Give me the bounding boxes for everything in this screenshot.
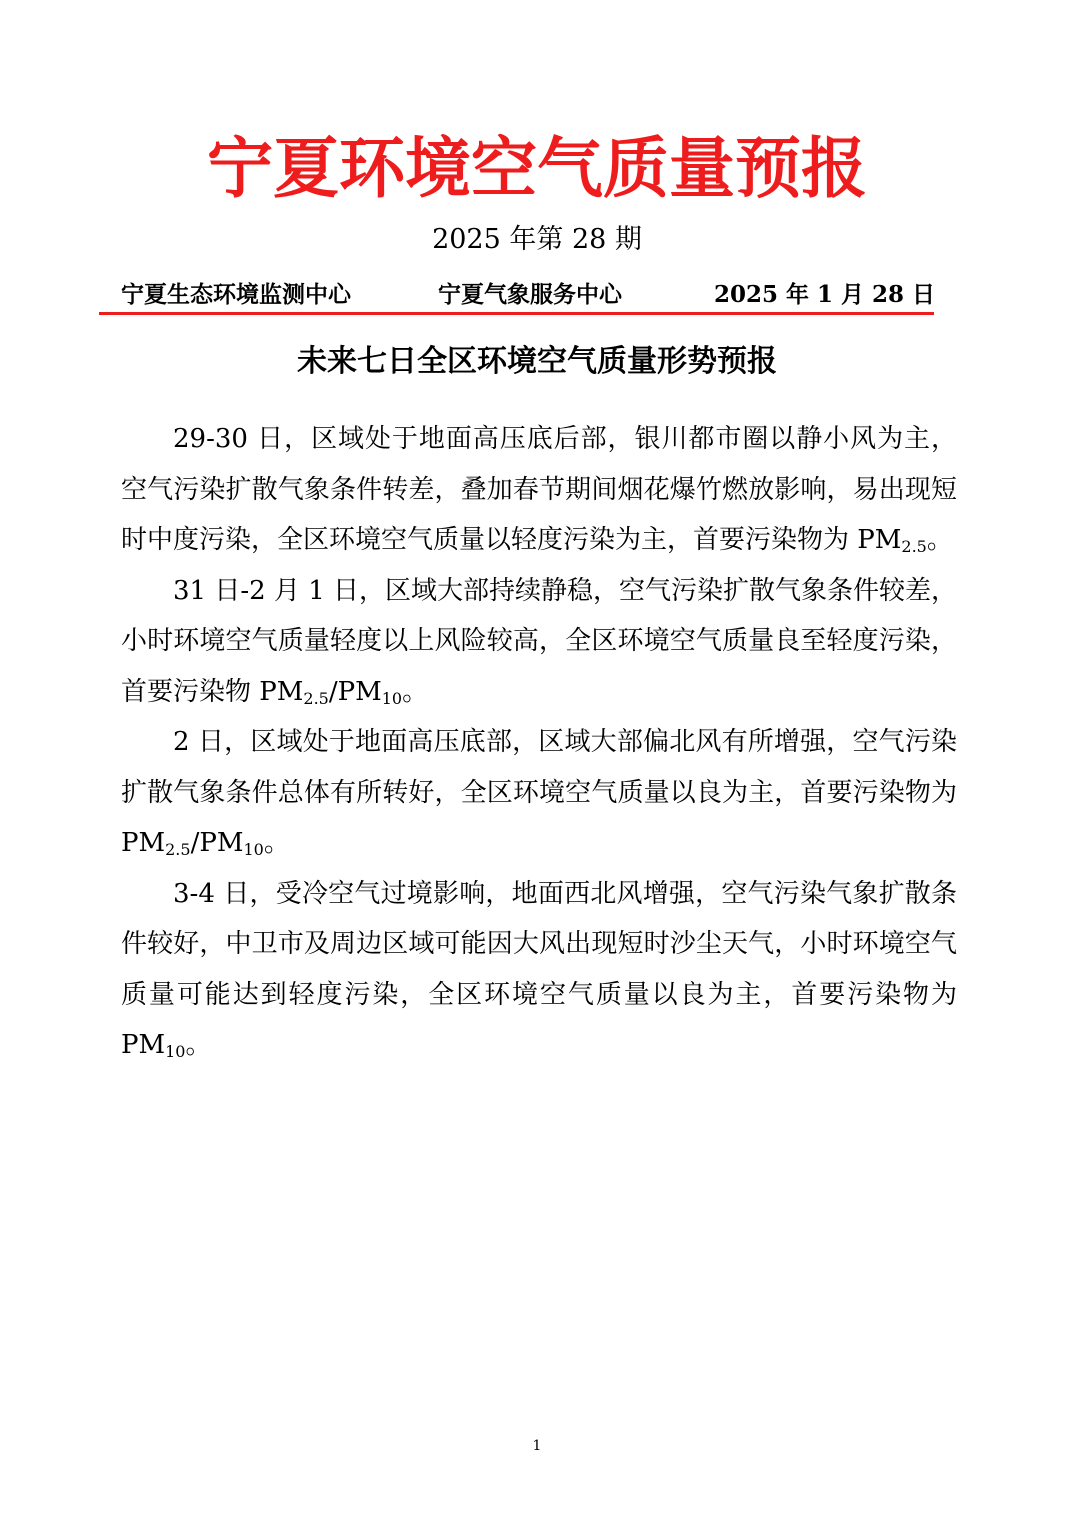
paragraph-text: 31 日-2 月 1 日，区域大部持续静稳，空气污染扩散气象条件较差，小时环境空气质量轻度以上风险较高，全区环境空气质量良至轻度污染，首要污染物 <box>121 575 958 707</box>
page-number: 1 <box>532 1438 542 1454</box>
paragraph-text: 29-30 日，区域处于地面高压底后部，银川都市圈以静小风为主，空气污染扩散气象条件转差，叠加春节期间烟花爆竹燃放影响，易出现短时中度污染，全区环境空气质量以轻度污染为主，首要污染物为 <box>121 424 957 555</box>
forecast-body <box>121 414 957 1071</box>
pollutant-pm10: $PM_{10}$ <box>121 1030 186 1061</box>
pollutant-pm10: $PM_{10}$ <box>199 828 264 859</box>
masthead <box>121 278 935 312</box>
paragraph-text: 2 日，区域处于地面高压底部，区域大部偏北风有所增强，空气污染扩散气象条件总体有所转好，全区环境空气质量以良为主，首要污染物为 <box>121 727 957 808</box>
issue-number: 2025 年第 28 期 <box>432 224 642 255</box>
pollutant-pm25: $PM_{2.5}$ <box>121 828 191 859</box>
paragraph-text: 3-4 日，受冷空气过境影响，地面西北风增强，空气污染气象扩散条件较好，中卫市及周边区域可能因大风出现短时沙尘天气，小时环境空气质量可能达到轻度污染，全区环境空气质量以良为主，首要污染物为 <box>121 878 957 1010</box>
section-heading: 未来七日全区环境空气质量形势预报 <box>297 344 777 379</box>
issuing-org-environment: 宁夏生态环境监测中心 <box>121 281 351 308</box>
red-divider <box>99 312 934 315</box>
forecast-paragraph-31-1: 31 日-2 月 1 日，区域大部持续静稳，空气污染扩散气象条件较差，小时环境空气质量轻度以上风险较高，全区环境空气质量良至轻度污染，首要污染物 $PM_{2.5}/PM_{10}$。 <box>121 575 958 708</box>
page-title: 宁夏环境空气质量预报 <box>207 129 867 207</box>
pollutant-pm25: $PM_{2.5}$ <box>259 676 329 708</box>
forecast-paragraph-29-30: 29-30 日，区域处于地面高压底后部，银川都市圈以静小风为主，空气污染扩散气象条件转差，叠加春节期间烟花爆竹燃放影响，易出现短时中度污染，全区环境空气质量以轻度污染为主，首要污染物为 $PM_{2.5}$。 <box>121 424 957 556</box>
forecast-paragraph-2: 2 日，区域处于地面高压底部，区域大部偏北风有所增强，空气污染扩散气象条件总体有所转好，全区环境空气质量以良为主，首要污染物为 $PM_{2.5}/PM_{10}$。 <box>121 727 957 859</box>
issue-date: 2025 年 1 月 28 日 <box>713 281 935 308</box>
forecast-paragraph-3-4: 3-4 日，受冷空气过境影响，地面西北风增强，空气污染气象扩散条件较好，中卫市及周边区域可能因大风出现短时沙尘天气，小时环境空气质量可能达到轻度污染，全区环境空气质量以良为主，首要污染物为 $PM_{10}$。 <box>121 878 957 1061</box>
pollutant-pm25: $PM_{2.5}$ <box>857 525 927 556</box>
issuing-org-meteorology: 宁夏气象服务中心 <box>438 281 622 308</box>
pollutant-pm10: $PM_{10}$ <box>337 676 403 708</box>
